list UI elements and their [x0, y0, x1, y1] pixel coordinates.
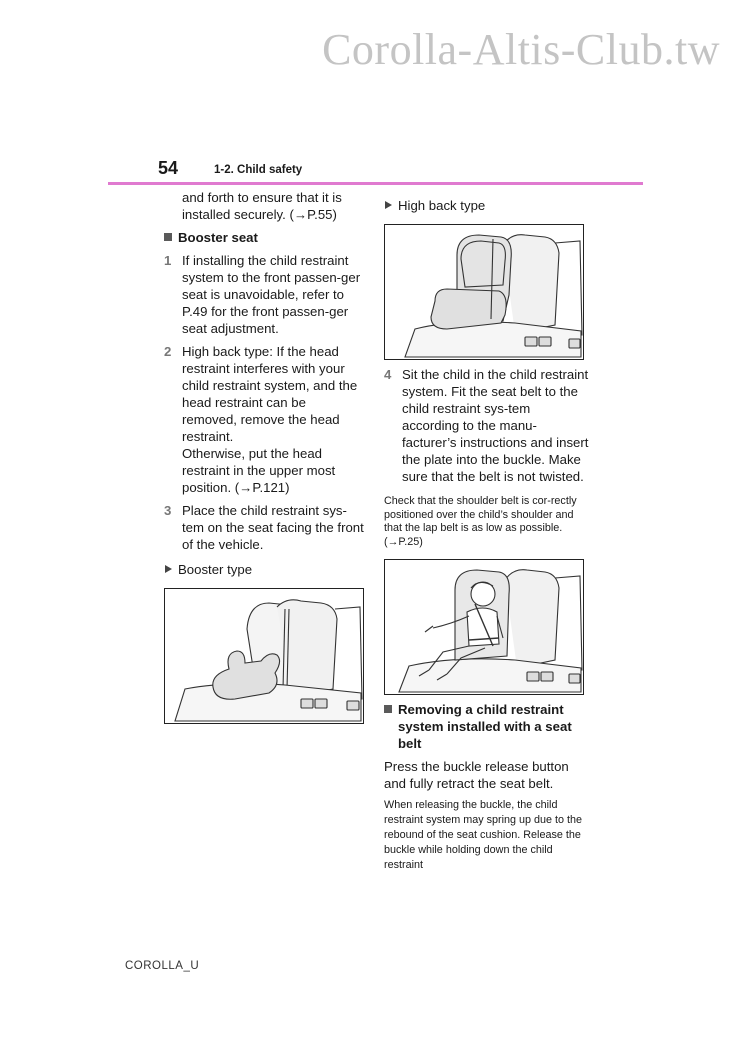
- continued-text: and forth to ensure that it is installed securely. (→P.55): [182, 190, 342, 222]
- section-title: 1-2. Child safety: [214, 164, 303, 176]
- step-text: Place the child restraint sys-tem on the seat facing the front of the vehicle.: [182, 503, 364, 552]
- step-3: [164, 502, 364, 553]
- booster-seat-heading: Booster seat: [164, 229, 364, 246]
- step-text: High back type: If the head restraint interferes with your child restraint system, and the head restraint can be removed, remove the head restraint.: [182, 344, 358, 444]
- step-number: 2: [164, 344, 172, 359]
- page-number: 54: [158, 158, 179, 178]
- removing-text: Press the buckle release button and fully retract the seat belt.: [384, 759, 569, 791]
- shoulder-belt-note: Check that the shoulder belt is cor-rectly positioned over the child’s shoulder and that the lap belt is as low as possible. (→P.25): [384, 495, 577, 548]
- buckle-release-note: When releasing the buckle, the child restraint system may spring up due to the rebound of the seat cushion. Release the buckle while holding down the child restraint: [384, 799, 583, 871]
- watermark: Corolla-Altis-Club.tw: [322, 25, 720, 74]
- high-back-type-label: High back type: [384, 197, 589, 214]
- square-bullet-icon: [384, 705, 392, 713]
- triangle-bullet-icon: [165, 565, 172, 573]
- step-4: [384, 366, 589, 485]
- booster-type-illustration: [164, 588, 364, 724]
- step-2: [164, 343, 364, 496]
- right-column: [384, 189, 589, 873]
- removing-heading: Removing a child restraint system installed with a seat belt: [384, 701, 589, 752]
- footer-model-code: COROLLA_U: [125, 960, 200, 972]
- square-bullet-icon: [164, 233, 172, 241]
- left-column: [164, 189, 364, 724]
- header-rule: [108, 182, 643, 185]
- booster-type-label: Booster type: [164, 561, 364, 578]
- step-text-continued: Otherwise, put the head restraint in the upper most position. (→P.121): [182, 446, 336, 495]
- step-text: Sit the child in the child restraint system. Fit the seat belt to the child restraint sys-tem according to the manu-facturer’s instructions and insert the plate into the buckle. Make sure that the belt is not twisted.: [402, 367, 589, 484]
- step-number: 3: [164, 503, 172, 518]
- step-number: 4: [384, 367, 392, 382]
- step-1: [164, 252, 364, 337]
- triangle-bullet-icon: [385, 201, 392, 209]
- step-text: If installing the child restraint system to the front passen-ger seat is unavoidable, refer to P.49 for the front passen-ger seat adjustment.: [182, 253, 361, 336]
- high-back-type-illustration: [384, 224, 584, 360]
- child-seated-illustration: [384, 559, 584, 695]
- step-number: 1: [164, 253, 172, 268]
